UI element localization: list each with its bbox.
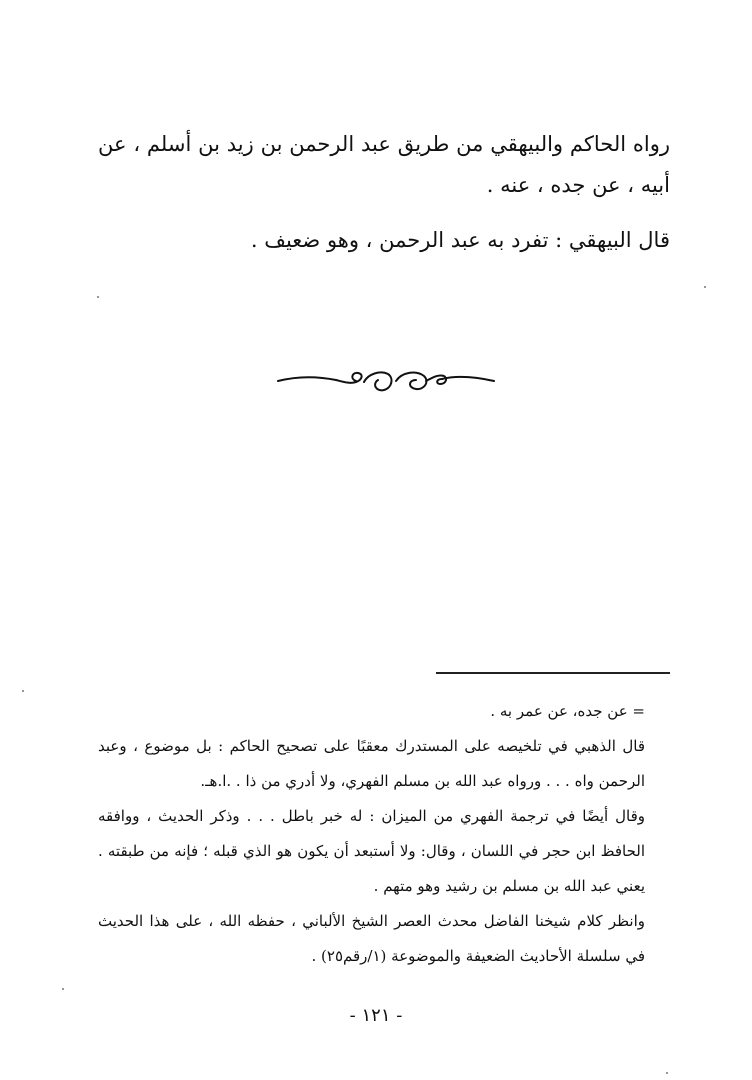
footnotes <box>98 694 645 974</box>
main-text <box>98 124 670 261</box>
scan-speck <box>22 690 24 692</box>
page-number: - ١٢١ - <box>349 1005 403 1026</box>
paragraph-bayhaqi-comment: قال البيهقي : تفرد به عبد الرحمن ، وهو ضعيف . <box>250 228 670 252</box>
footnote-line: قال الذهبي في تلخيصه على المستدرك معقبًا على تصحيح الحاكم : بل موضوع ، وعبد الرحمن واه . . . ورواه عبد الله بن مسلم الفهري، ولا أدري من ذا . .ا.هـ. <box>98 737 645 790</box>
footnote-line: وانظر كلام شيخنا الفاضل محدث العصر الشيخ الألباني ، حفظه الله ، على هذا الحديث في سلسلة الأحاديث الضعيفة والموضوعة (١/رقم٢٥) . <box>98 912 645 965</box>
paragraph-hadith-source: رواه الحاكم والبيهقي من طريق عبد الرحمن بن زيد بن أسلم ، عن أبيه ، عن جده ، عنه . <box>98 132 670 197</box>
scan-speck <box>62 988 64 990</box>
scan-speck <box>704 286 706 288</box>
footnote-line: = عن جده، عن عمر به . <box>490 702 645 720</box>
footnote-line: وقال أيضًا في ترجمة الفهري من الميزان : له خبر باطل . . . وذكر الحديث ، ووافقه الحافظ ابن حجر في اللسان ، وقال: ولا أستبعد أن يكون هو الذي قبله ؛ فإنه من طبقته . يعني عبد الله بن مسلم بن رشيد وهو متهم . <box>98 807 645 895</box>
flourish-divider-icon <box>276 364 496 398</box>
scan-speck <box>666 1072 668 1074</box>
footnote-separator <box>436 672 670 674</box>
scan-speck <box>97 296 99 298</box>
